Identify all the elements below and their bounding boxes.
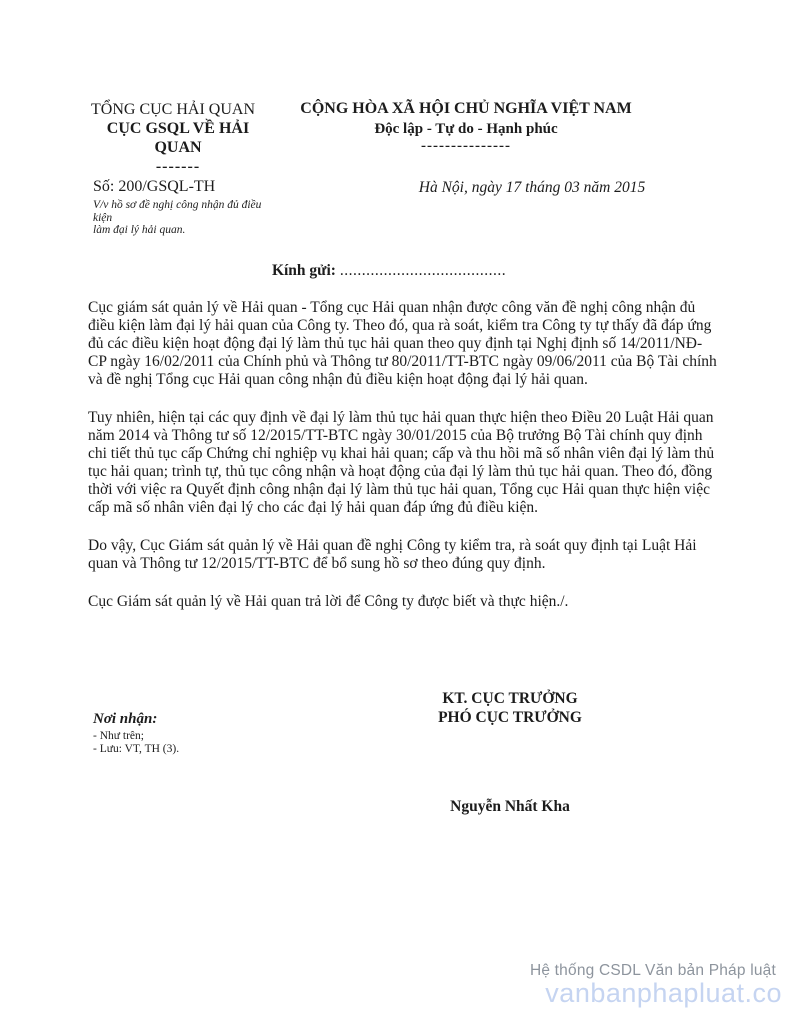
place-date-line: Hà Nội, ngày 17 tháng 03 năm 2015 — [418, 179, 646, 196]
signer-name: Nguyễn Nhất Kha — [450, 798, 570, 815]
recipients-label: Nơi nhận: — [93, 711, 158, 727]
signature-title-block — [370, 689, 650, 727]
body-paragraph-4: Cục Giám sát quản lý về Hải quan trả lời để Công ty được biết và thực hiện./. — [88, 593, 569, 610]
document-subject-line2: làm đại lý hải quan. — [93, 224, 186, 236]
letter-body — [88, 299, 718, 631]
recipients-item-1: - Như trên; — [93, 730, 144, 742]
recipients-block — [93, 711, 313, 756]
document-number: Số: 200/GSQL-TH — [93, 178, 216, 195]
issuing-agency-block — [88, 100, 268, 176]
document-subject — [93, 199, 283, 237]
signature-title-line2: PHÓ CỤC TRƯỞNG — [438, 709, 582, 726]
salutation-dotted-blank: ...................................... — [339, 262, 507, 279]
signature-title-line1: KT. CỤC TRƯỞNG — [442, 690, 578, 707]
watermark-site-url: vanbanphapluat.co — [545, 978, 782, 1008]
salutation-label: Kính gửi: — [271, 262, 336, 279]
watermark-system-label: Hệ thống CSDL Văn bản Pháp luật — [529, 961, 776, 979]
national-header-block — [292, 99, 640, 153]
national-title: CỘNG HÒA XÃ HỘI CHỦ NGHĨA VIỆT NAM — [300, 100, 632, 117]
motto-divider: --------------- — [421, 138, 511, 154]
body-paragraph-1: Cục giám sát quản lý về Hải quan - Tổng cục Hải quan nhận được công văn đề nghị công nhận đủ điều kiện làm đại lý hải quan của Công ty. Theo đó, qua rà soát, kiểm tra Công ty tự thấy đã đáp ứng đủ các điều kiện hoạt động đại lý làm thủ tục hải quan theo quy định tại Nghị định số 14/2011/NĐ-CP ngày 16/02/2011 của Chính phủ và Thông tư 80/2011/TT-BTC ngày 09/06/2011 của Bộ Tài chính và đề nghị Tổng cục Hải quan công nhận đủ điều kiện hoạt động đại lý hải quan. — [88, 299, 717, 388]
recipients-item-2: - Lưu: VT, TH (3). — [93, 743, 180, 755]
site-watermark — [530, 963, 782, 1008]
salutation-line — [0, 262, 778, 280]
body-paragraph-2: Tuy nhiên, hiện tại các quy định về đại lý làm thủ tục hải quan thực hiện theo Điều 20 Luật Hải quan năm 2014 và Thông tư số 12/2015/TT-BTC ngày 30/01/2015 của Bộ trưởng Bộ Tài chính quy định chi tiết thủ tục cấp Chứng chỉ nghiệp vụ khai hải quan; cấp và thu hồi mã số nhân viên đại lý làm thủ tục hải quan; trình tự, thủ tục công nhận và hoạt động của đại lý làm thủ tục hải quan. Theo đó, đồng thời với việc ra Quyết định công nhận đại lý làm thủ tục hải quan, Tổng cục Hải quan thực hiện việc cấp mã số nhân viên đại lý cho các đại lý hải quan đáp ứng đủ điều kiện. — [88, 409, 715, 516]
body-paragraph-3: Do vậy, Cục Giám sát quản lý về Hải quan đề nghị Công ty kiểm tra, rà soát quy định tại Luật Hải quan và Thông tư 12/2015/TT-BTC để bổ sung hồ sơ theo đúng quy định. — [88, 537, 697, 572]
agency-divider: ------- — [155, 158, 201, 175]
national-motto: Độc lập - Tự do - Hạnh phúc — [374, 121, 558, 137]
agency-name: CỤC GSQL VỀ HẢI QUAN — [106, 120, 250, 156]
parent-agency-name: TỔNG CỤC HẢI QUAN — [91, 101, 255, 118]
document-subject-line1: V/v hồ sơ đề nghị công nhận đủ điều kiện — [93, 199, 262, 224]
